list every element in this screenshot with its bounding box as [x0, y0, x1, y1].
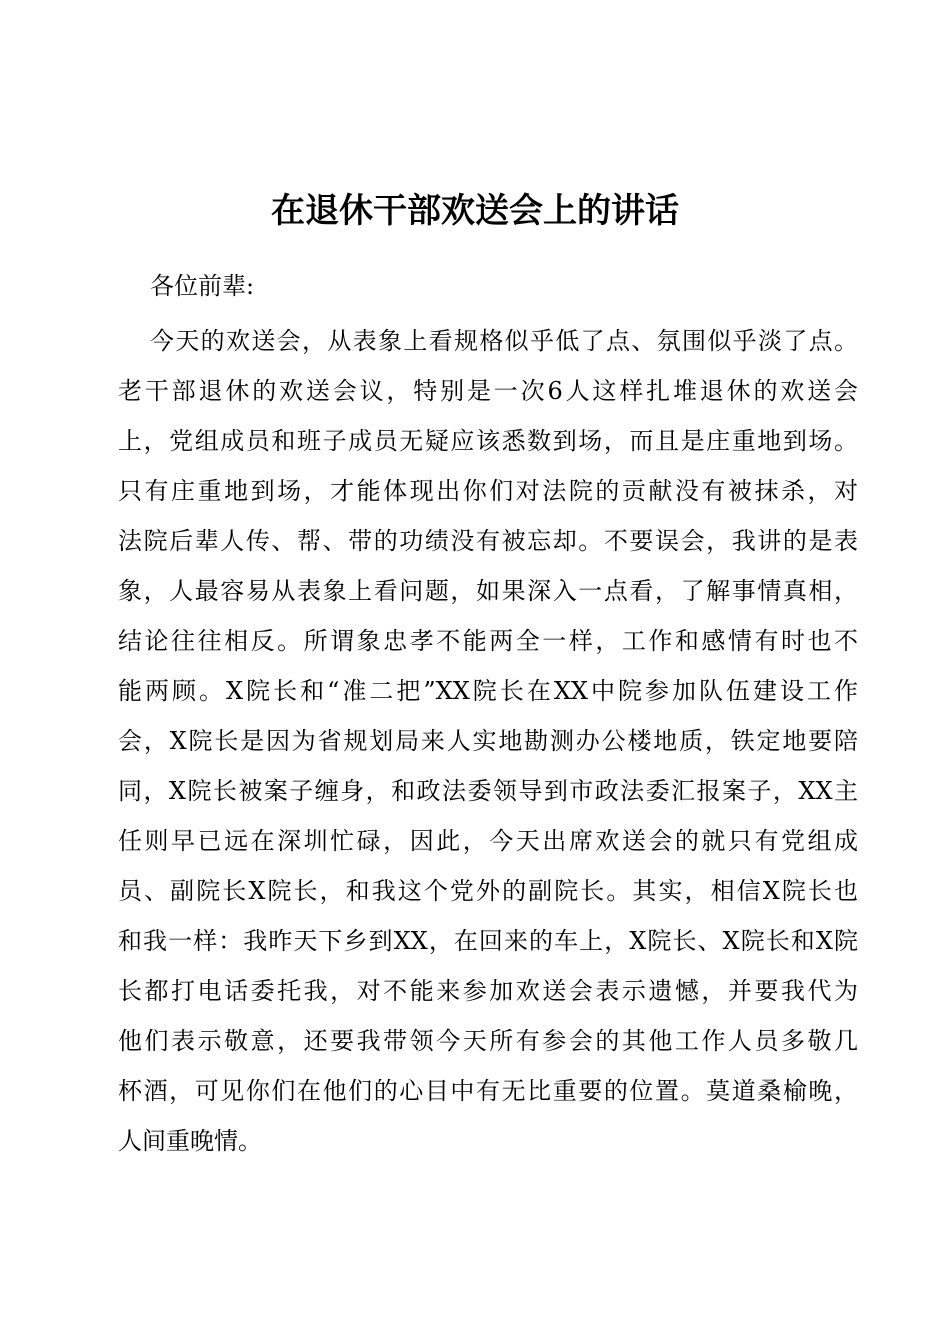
- body-line: 他们表示敬意，还要我带领今天所有参会的其他工作人员多敬几: [118, 1027, 858, 1055]
- body-line: 杯酒，可见你们在他们的心目中有无比重要的位置。莫道桑榆晚，: [118, 1077, 858, 1105]
- body-line: 法院后辈人传、帮、带的功绩没有被忘却。不要误会，我讲的是表: [118, 527, 858, 555]
- body-line: 同，X院长被案子缠身，和政法委领导到市政法委汇报案子，XX主: [118, 777, 858, 805]
- body-line: 和我一样：我昨天下乡到XX，在回来的车上，X院长、X院长和X院: [118, 927, 858, 955]
- body-line: 员、副院长X院长，和我这个党外的副院长。其实，相信X院长也: [118, 877, 858, 905]
- body-line: 上，党组成员和班子成员无疑应该悉数到场，而且是庄重地到场。: [118, 427, 858, 455]
- document-title: 在退休干部欢送会上的讲话: [271, 191, 679, 231]
- body-line: 老干部退休的欢送会议，特别是一次6人这样扎堆退休的欢送会: [118, 377, 858, 405]
- body-line: 人间重晚情。: [118, 1127, 262, 1155]
- body-line: 能两顾。X院长和“准二把”XX院长在XX中院参加队伍建设工作: [118, 677, 858, 705]
- greeting: 各位前辈:: [150, 272, 255, 300]
- speech-body: [118, 316, 858, 1166]
- body-line: 结论往往相反。所谓象忠孝不能两全一样，工作和感情有时也不: [118, 627, 858, 655]
- body-line: 只有庄重地到场，才能体现出你们对法院的贡献没有被抹杀，对: [118, 477, 858, 505]
- body-line: 会，X院长是因为省规划局来人实地勘测办公楼地质，铁定地要陪: [118, 727, 858, 755]
- body-line: 今天的欢送会，从表象上看规格似乎低了点、氛围似乎淡了点。: [150, 327, 858, 355]
- body-line: 象，人最容易从表象上看问题，如果深入一点看，了解事情真相，: [118, 577, 858, 605]
- body-line: 长都打电话委托我，对不能来参加欢送会表示遗憾，并要我代为: [118, 977, 858, 1005]
- body-line: 任则早已远在深圳忙碌，因此，今天出席欢送会的就只有党组成: [118, 827, 858, 855]
